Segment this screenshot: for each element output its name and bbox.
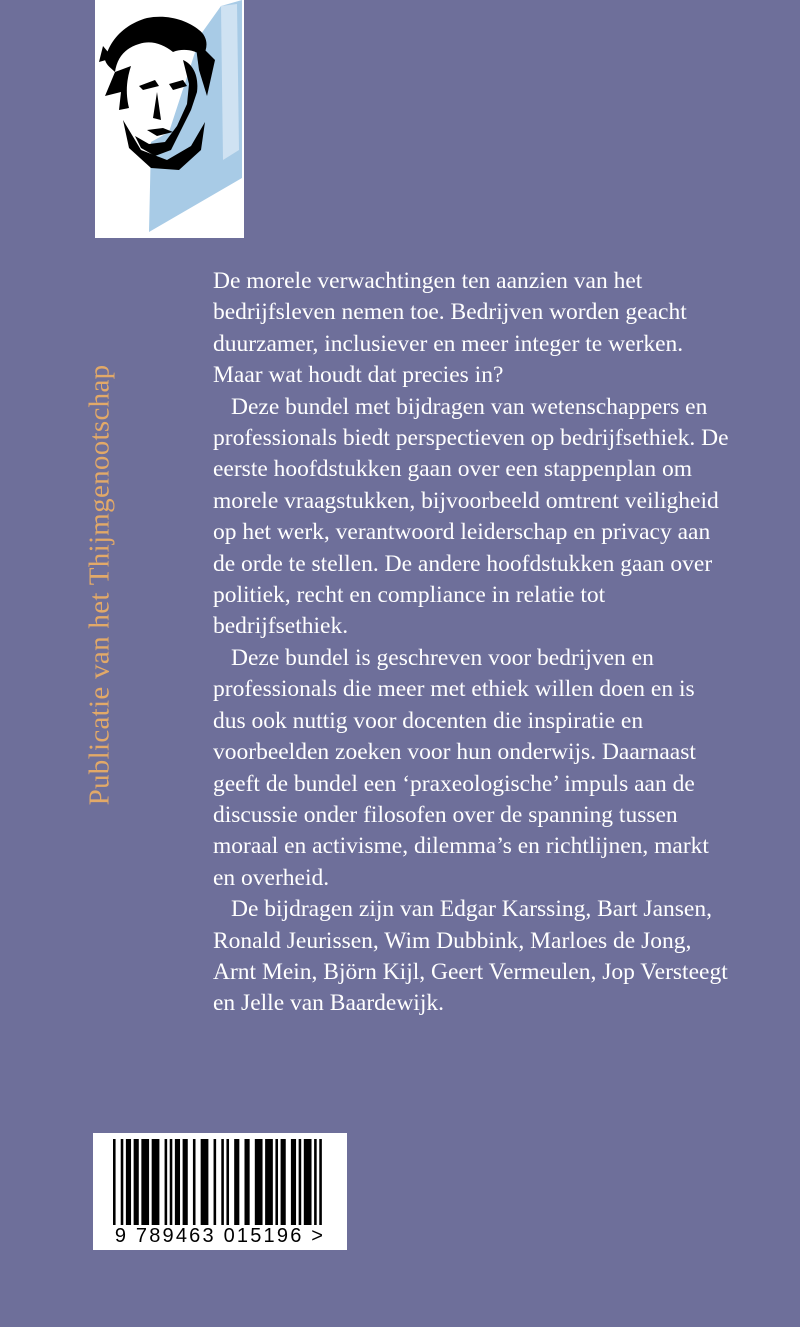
- blurb-paragraph: Deze bundel met bijdragen van wetenschappers en professionals biedt perspectieven op bedrijfsethiek. De eerste hoofdstukken gaan over een stappenplan om morele vraagstukken, bijvoorbeeld omtrent veiligheid op het werk, verantwoord leiderschap en privacy aan de orde te stellen. De andere hoofdstukken gaan over politiek, recht en compliance in relatie tot bedrijfsethiek.: [213, 393, 729, 640]
- barcode-bar: [226, 1139, 229, 1225]
- barcode-bar: [165, 1139, 168, 1225]
- barcode-bar: [152, 1139, 160, 1225]
- barcode-bar: [134, 1139, 139, 1225]
- barcode-bar: [221, 1139, 224, 1225]
- blurb-paragraph: De morele verwachtingen ten aanzien van het bedrijfsleven nemen toe. Bedrijven worden geacht duurzamer, inclusiever en meer integer te werken. Maar wat houdt dat precies in?: [213, 268, 687, 389]
- isbn-number: 9 789463 015196 >: [114, 1225, 326, 1247]
- barcode-bar: [314, 1139, 317, 1225]
- portrait-icon: [95, 0, 244, 238]
- barcode-bar: [281, 1139, 286, 1225]
- barcode-bar: [304, 1139, 312, 1225]
- barcode-bar: [265, 1139, 273, 1225]
- barcode-bar: [170, 1139, 173, 1225]
- barcode-bar: [291, 1139, 296, 1225]
- barcode-bar: [214, 1139, 217, 1225]
- barcode-bar: [255, 1139, 263, 1225]
- isbn-barcode: [93, 1133, 347, 1250]
- barcode-bar: [121, 1139, 124, 1225]
- series-title: Publicatie van het Thijmgenootschap: [83, 364, 116, 806]
- barcode-bar: [275, 1139, 278, 1225]
- barcode-bar: [234, 1139, 239, 1225]
- publisher-logo: [95, 0, 244, 238]
- blurb-paragraph: Deze bundel is geschreven voor bedrijven en professionals die meer met ethiek willen doen en is dus ook nuttig voor docenten die inspiratie en voorbeelden zoeken voor hun onderwijs. Daarnaast geeft de bundel een ‘praxeologische’ impuls aan de discussie onder filosofen over de spanning tussen moraal en activisme, dilemma’s en richtlijnen, markt en overheid.: [213, 644, 709, 891]
- barcode-bar: [299, 1139, 302, 1225]
- blurb: [213, 266, 733, 1020]
- barcode-bar: [183, 1139, 188, 1225]
- barcode-bar: [113, 1139, 116, 1225]
- barcode-bar: [244, 1139, 249, 1225]
- blurb-paragraph: De bijdragen zijn van Edgar Karssing, Bart Jansen, Ronald Jeurissen, Wim Dubbink, Marloes de Jong, Arnt Mein, Björn Kijl, Geert Vermeulen, Jop Versteegt en Jelle van Baardewijk.: [213, 896, 728, 1017]
- barcode-bar: [319, 1139, 322, 1225]
- barcode-bar: [126, 1139, 131, 1225]
- barcode-bar: [141, 1139, 149, 1225]
- barcode-bar: [193, 1139, 196, 1225]
- barcode-bar: [201, 1139, 209, 1225]
- barcode-bar: [175, 1139, 180, 1225]
